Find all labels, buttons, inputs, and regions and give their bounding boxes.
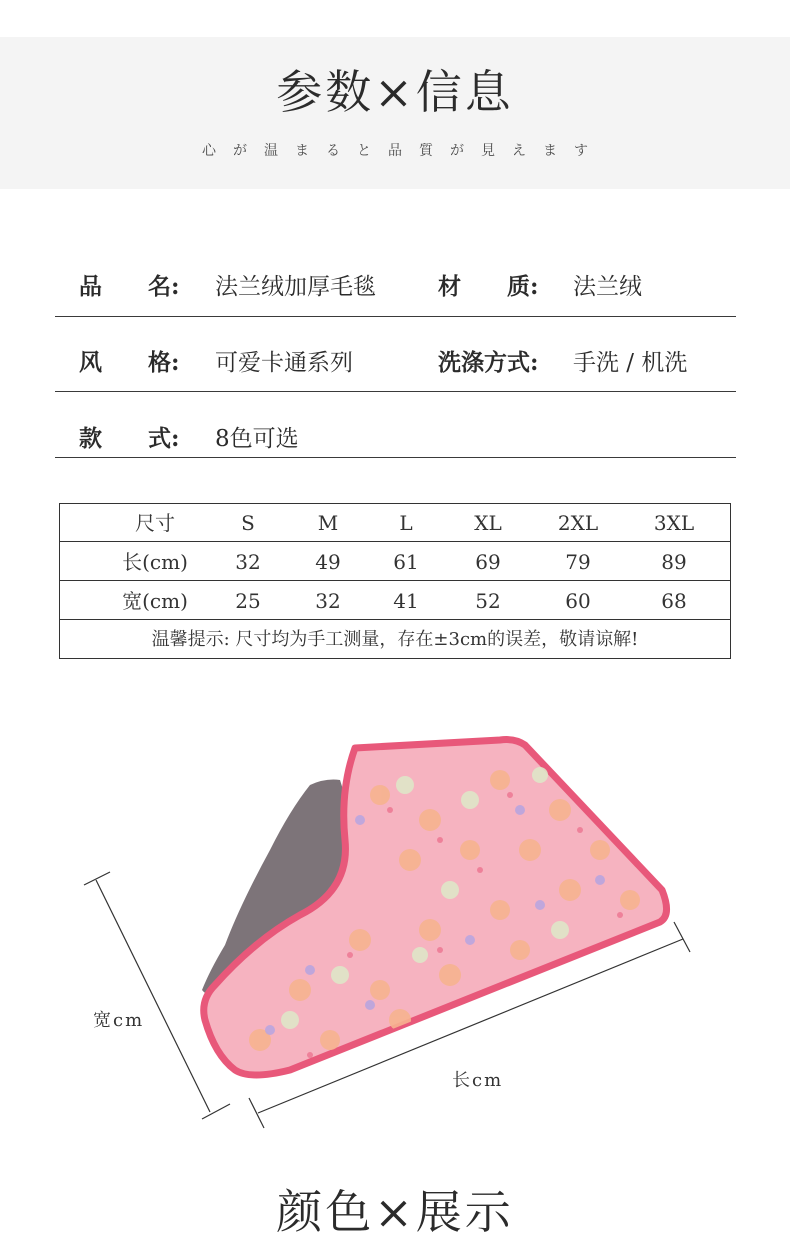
table-header-cell: M (317, 511, 339, 535)
table-header-cell: L (399, 511, 413, 535)
divider (55, 457, 736, 458)
section-title-params: 参数×信息 (276, 65, 514, 119)
divider (55, 391, 736, 392)
table-cell: 长(cm) (122, 550, 188, 574)
length-label: 长cm (452, 1070, 504, 1091)
blanket-illustration (0, 700, 790, 1160)
spec-value-material: 法兰绒 (573, 274, 642, 300)
table-row (60, 543, 730, 581)
spec-value-model: 8色可选 (215, 426, 299, 452)
table-cell: 49 (315, 550, 341, 574)
table-header-row (60, 504, 730, 542)
table-header-cell: 3XL (653, 511, 695, 535)
spec-value-wash: 手洗 / 机洗 (573, 350, 688, 376)
spec-row-style-wash (55, 344, 736, 384)
spec-value-name: 法兰绒加厚毛毯 (215, 274, 376, 300)
spec-label-material: 材 质: (438, 273, 539, 300)
spec-row-name-material (55, 268, 736, 308)
table-cell: 68 (661, 589, 687, 613)
spec-label-name: 品 名: (79, 273, 180, 300)
table-cell: 89 (661, 550, 687, 574)
table-cell: 41 (393, 589, 419, 613)
spec-label-wash: 洗涤方式: (438, 349, 539, 376)
table-cell: 60 (565, 589, 591, 613)
spec-row-model (55, 420, 736, 460)
product-figure (0, 700, 790, 1160)
section-title-colors: 颜色×展示 (276, 1185, 514, 1239)
table-cell: 52 (475, 589, 501, 613)
table-cell: 79 (565, 550, 591, 574)
table-cell: 69 (475, 550, 501, 574)
table-header-cell: S (241, 511, 255, 535)
width-label: 宽cm (93, 1010, 145, 1031)
table-cell: 宽(cm) (122, 589, 188, 613)
table-cell: 25 (235, 589, 261, 613)
spec-value-style: 可爱卡通系列 (215, 350, 353, 376)
table-row (60, 582, 730, 620)
table-header-cell: XL (474, 511, 502, 535)
table-header-cell: 2XL (557, 511, 599, 535)
size-note: 温馨提示: 尺寸均为手工测量，存在±3cm的误差，敬请谅解! (151, 629, 639, 650)
table-cell: 61 (393, 550, 419, 574)
table-cell: 32 (235, 550, 261, 574)
section-subtitle: 心が温まると品質が見えます (202, 143, 605, 159)
spec-label-style: 风 格: (79, 349, 180, 376)
divider (55, 316, 736, 317)
size-table (59, 503, 731, 659)
table-cell: 32 (315, 589, 341, 613)
spec-label-model: 款 式: (79, 425, 180, 452)
table-header-cell: 尺寸 (135, 511, 175, 535)
